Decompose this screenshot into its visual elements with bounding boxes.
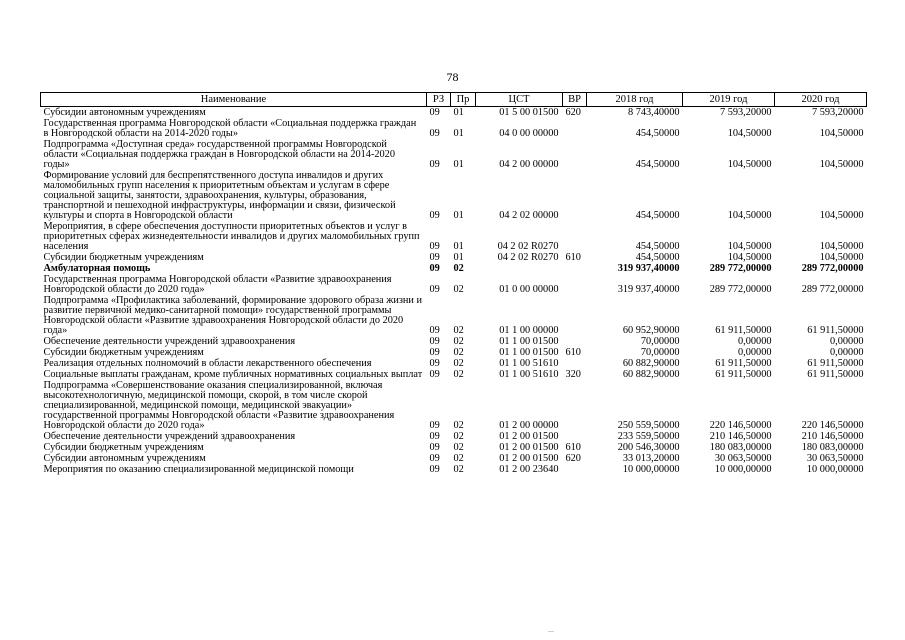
cell-vr xyxy=(563,139,587,170)
cell-name: Подпрограмма «Профилактика заболеваний, формирование здорового образа жизни и развитие первичной медико-санитарной помощи» государственной программы Новгородской области «Развитие здравоохранения Новгородской области до 2020 года» xyxy=(43,295,423,336)
cell-2018: 319 937,40000 xyxy=(617,284,680,295)
cell-2020: 30 063,50000 xyxy=(806,453,864,464)
cell-2018: 33 013,20000 xyxy=(622,453,680,464)
cell-cst: 04 2 02 R0270 xyxy=(497,252,559,263)
cell-name: Реализация отдельных полномочий в области лекарственного обеспечения xyxy=(43,358,372,369)
table-row xyxy=(41,118,867,139)
cell-2019: 30 063,50000 xyxy=(714,453,772,464)
cell-vr xyxy=(563,274,587,295)
cell-pr: 02 xyxy=(453,442,464,453)
cell-cst: 01 0 00 00000 xyxy=(499,284,559,295)
cell-rz: 09 xyxy=(429,358,440,369)
cell-2020: 0,00000 xyxy=(830,336,864,347)
cell-pr: 02 xyxy=(453,325,464,336)
cell-rz: 09 xyxy=(429,263,440,274)
table-row xyxy=(41,263,867,274)
cell-pr: 01 xyxy=(453,159,464,170)
cell-cst: 01 2 00 01500 xyxy=(499,442,559,453)
cell-rz: 09 xyxy=(429,107,440,118)
cell-pr: 02 xyxy=(453,431,464,442)
cell-2018: 454,50000 xyxy=(635,241,680,252)
cell-2018: 60 882,90000 xyxy=(622,358,680,369)
table-row xyxy=(41,442,867,453)
cell-name: Подпрограмма «Совершенствование оказания специализированной, включая высокотехнологичную, медицинской помощи, скорой, в том числе скорой специализированной, медицинской помощи, медицинской эвакуации» государственной программы Новгородской области «Развитие здравоохранения Новгородской области до 2020 года» xyxy=(43,380,395,431)
cell-rz: 09 xyxy=(429,336,440,347)
budget-table xyxy=(40,92,867,475)
cell-cst xyxy=(476,263,563,274)
cell-2019: 220 146,50000 xyxy=(709,420,772,431)
cell-name: Формирование условий для беспрепятственного доступа инвалидов и других маломобильных групп населения к приоритетным объектам и услугам в сфере социальной защиты, занятости, здравоохранения, культуры, образования, транспортной и пешеходной инфраструктуры, информации и связи, физической культуры и спорта в Новгородской области xyxy=(43,170,396,221)
cell-2018: 10 000,00000 xyxy=(622,464,680,475)
cell-name: Мероприятия по оказанию специализированной медицинской помощи xyxy=(43,464,354,475)
table-row xyxy=(41,358,867,369)
cell-2019: 289 772,00000 xyxy=(709,284,772,295)
cell-pr: 01 xyxy=(453,210,464,221)
cell-2018: 454,50000 xyxy=(635,252,680,263)
cell-name: Субсидии бюджетным учреждениям xyxy=(43,252,204,263)
cell-2018: 250 559,50000 xyxy=(617,420,680,431)
cell-name: Подпрограмма «Доступная среда» государственной программы Новгородской области «Социальная поддержка граждан в Новгородской области на 2014-2020 годы» xyxy=(43,139,395,170)
cell-vr xyxy=(563,431,587,442)
cell-name: Социальные выплаты гражданам, кроме публичных нормативных социальных выплат xyxy=(43,369,423,380)
cell-name: Субсидии автономным учреждениям xyxy=(43,453,206,464)
cell-rz: 09 xyxy=(429,284,440,295)
cell-rz: 09 xyxy=(429,420,440,431)
cell-name: Амбулаторная помощь xyxy=(43,263,151,274)
cell-2019: 210 146,50000 xyxy=(709,431,772,442)
cell-pr: 02 xyxy=(453,358,464,369)
cell-vr xyxy=(563,358,587,369)
cell-name: Субсидии бюджетным учреждениям xyxy=(43,442,204,453)
cell-2020: 180 083,00000 xyxy=(801,442,864,453)
column-header-pr: Пр xyxy=(451,93,476,107)
page-number: 78 xyxy=(446,70,459,84)
cell-pr: 01 xyxy=(453,107,464,118)
cell-2020: 7 593,20000 xyxy=(812,107,864,118)
column-header-rz: РЗ xyxy=(427,93,451,107)
table-row xyxy=(41,453,867,464)
cell-cst: 04 2 02 00000 xyxy=(499,210,559,221)
cell-pr: 01 xyxy=(453,241,464,252)
cell-rz: 09 xyxy=(429,464,440,475)
cell-rz: 09 xyxy=(429,325,440,336)
cell-cst: 01 1 00 01500 xyxy=(499,347,559,358)
cell-vr xyxy=(563,221,587,252)
cell-pr: 02 xyxy=(453,464,464,475)
cell-name: Субсидии бюджетным учреждениям xyxy=(43,347,204,358)
column-header-2019: 2019 год xyxy=(683,93,775,107)
table-header xyxy=(41,93,867,107)
cell-rz: 09 xyxy=(429,453,440,464)
cell-name: Обеспечение деятельности учреждений здравоохранения xyxy=(43,336,296,347)
cell-vr xyxy=(563,464,587,475)
cell-2020: 104,50000 xyxy=(819,241,864,252)
cell-pr: 02 xyxy=(453,347,464,358)
cell-pr: 02 xyxy=(453,263,464,274)
cell-pr: 02 xyxy=(453,336,464,347)
cell-cst: 01 1 00 01500 xyxy=(499,336,559,347)
table-row xyxy=(41,347,867,358)
table-row xyxy=(41,274,867,295)
cell-vr: 610 xyxy=(565,442,581,453)
cell-rz: 09 xyxy=(429,347,440,358)
cell-2018: 8 743,40000 xyxy=(628,107,680,118)
cell-name: Обеспечение деятельности учреждений здравоохранения xyxy=(43,431,296,442)
cell-2020: 61 911,50000 xyxy=(807,325,864,336)
cell-2020: 61 911,50000 xyxy=(807,358,864,369)
cell-name: Мероприятия, в сфере обеспечения доступности приоритетных объектов и услуг в приоритетных сферах жизнедеятельности инвалидов и других маломобильных групп населения xyxy=(43,221,420,252)
table-row xyxy=(41,431,867,442)
cell-cst: 01 1 00 00000 xyxy=(499,325,559,336)
cell-rz: 09 xyxy=(429,431,440,442)
cell-pr: 02 xyxy=(453,369,464,380)
cell-cst: 04 0 00 00000 xyxy=(499,128,559,139)
cell-2018: 60 882,90000 xyxy=(622,369,680,380)
cell-2018: 233 559,50000 xyxy=(617,431,680,442)
cell-2020: 220 146,50000 xyxy=(801,420,864,431)
cell-vr xyxy=(563,295,587,336)
cell-cst: 01 2 00 01500 xyxy=(499,431,559,442)
cell-vr xyxy=(563,380,587,431)
cell-2019: 7 593,20000 xyxy=(720,107,772,118)
cell-cst: 01 2 00 01500 xyxy=(499,453,559,464)
table-row xyxy=(41,369,867,380)
cell-vr xyxy=(563,118,587,139)
cell-vr: 620 xyxy=(565,107,581,118)
table-row xyxy=(41,221,867,252)
cell-pr: 02 xyxy=(453,453,464,464)
cell-2020: 104,50000 xyxy=(819,252,864,263)
cell-pr: 02 xyxy=(453,420,464,431)
cell-cst: 04 2 02 R0270 xyxy=(497,241,559,252)
cell-2019: 104,50000 xyxy=(727,252,772,263)
cell-2019: 0,00000 xyxy=(738,347,772,358)
cell-vr: 610 xyxy=(565,252,581,263)
column-header-2020: 2020 год xyxy=(775,93,867,107)
cell-rz: 09 xyxy=(429,241,440,252)
table-row xyxy=(41,295,867,336)
cell-2019: 289 772,00000 xyxy=(709,263,772,274)
table-row xyxy=(41,380,867,431)
cell-2020: 61 911,50000 xyxy=(807,369,864,380)
cell-cst: 01 2 00 00000 xyxy=(499,420,559,431)
cell-2019: 10 000,00000 xyxy=(714,464,772,475)
cell-2018: 70,00000 xyxy=(640,347,680,358)
cell-2020: 104,50000 xyxy=(819,128,864,139)
cell-rz: 09 xyxy=(429,159,440,170)
column-header-name: Наименование xyxy=(41,93,427,107)
column-header-vr: ВР xyxy=(563,93,587,107)
cell-name: Субсидии автономным учреждениям xyxy=(43,107,206,118)
cell-2020: 10 000,00000 xyxy=(806,464,864,475)
cell-cst: 01 1 00 51610 xyxy=(499,358,559,369)
cell-cst: 01 1 00 51610 xyxy=(499,369,559,380)
cell-vr xyxy=(563,170,587,221)
cell-cst: 04 2 00 00000 xyxy=(499,159,559,170)
cell-2018: 454,50000 xyxy=(635,128,680,139)
column-header-cst: ЦСТ xyxy=(476,93,563,107)
cell-name: Государственная программа Новгородской области «Социальная поддержка граждан в Новгородской области на 2014-2020 годы» xyxy=(43,118,417,139)
scan-mark xyxy=(548,631,554,632)
cell-cst: 01 2 00 23640 xyxy=(499,464,559,475)
cell-vr: 620 xyxy=(565,453,581,464)
cell-rz: 09 xyxy=(429,210,440,221)
cell-2020: 289 772,00000 xyxy=(801,284,864,295)
cell-cst: 01 5 00 01500 xyxy=(499,107,559,118)
cell-2019: 61 911,50000 xyxy=(715,369,772,380)
cell-rz: 09 xyxy=(429,369,440,380)
table-row xyxy=(41,252,867,263)
cell-2019: 180 083,00000 xyxy=(709,442,772,453)
cell-2020: 289 772,00000 xyxy=(801,263,864,274)
cell-2020: 104,50000 xyxy=(819,210,864,221)
cell-vr xyxy=(563,263,587,274)
cell-2018: 454,50000 xyxy=(635,210,680,221)
table-row xyxy=(41,139,867,170)
cell-vr xyxy=(563,336,587,347)
cell-2020: 104,50000 xyxy=(819,159,864,170)
column-header-2018: 2018 год xyxy=(587,93,683,107)
cell-2019: 61 911,50000 xyxy=(715,358,772,369)
cell-rz: 09 xyxy=(429,252,440,263)
cell-2019: 61 911,50000 xyxy=(715,325,772,336)
cell-2019: 0,00000 xyxy=(738,336,772,347)
cell-vr: 320 xyxy=(565,369,581,380)
cell-pr: 01 xyxy=(453,252,464,263)
cell-2020: 210 146,50000 xyxy=(801,431,864,442)
cell-rz: 09 xyxy=(429,128,440,139)
cell-2019: 104,50000 xyxy=(727,159,772,170)
cell-2018: 319 937,40000 xyxy=(617,263,680,274)
cell-pr: 02 xyxy=(453,284,464,295)
header-row xyxy=(41,93,867,107)
table-body xyxy=(41,107,867,476)
cell-2019: 104,50000 xyxy=(727,210,772,221)
cell-pr: 01 xyxy=(453,128,464,139)
cell-2018: 60 952,90000 xyxy=(622,325,680,336)
cell-rz: 09 xyxy=(429,442,440,453)
cell-2020: 0,00000 xyxy=(830,347,864,358)
table-row xyxy=(41,336,867,347)
table-row xyxy=(41,170,867,221)
cell-2019: 104,50000 xyxy=(727,128,772,139)
cell-2018: 454,50000 xyxy=(635,159,680,170)
cell-2019: 104,50000 xyxy=(727,241,772,252)
cell-vr: 610 xyxy=(565,347,581,358)
cell-2018: 200 546,30000 xyxy=(617,442,680,453)
table-row xyxy=(41,107,867,119)
cell-name: Государственная программа Новгородской области «Развитие здравоохранения Новгородской области до 2020 года» xyxy=(43,274,392,295)
cell-2018: 70,00000 xyxy=(640,336,680,347)
table-row xyxy=(41,464,867,475)
